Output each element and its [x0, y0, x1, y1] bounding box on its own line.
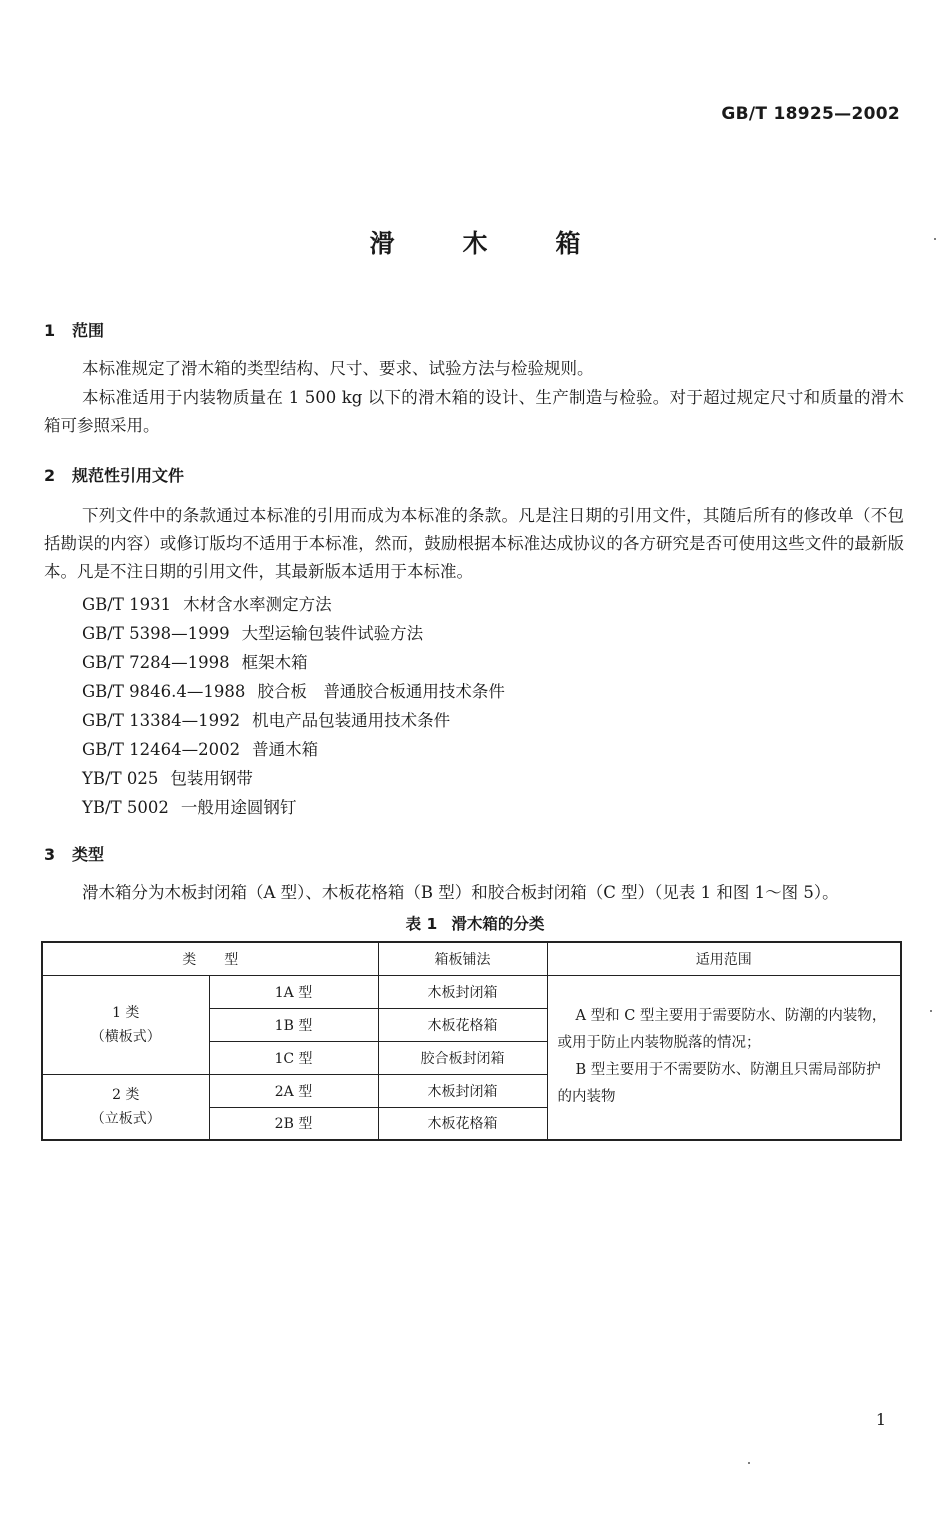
reference-item: [82, 677, 505, 706]
section-number: 1: [44, 321, 56, 340]
section-title: 范围: [72, 321, 105, 340]
reference-item: [82, 590, 505, 619]
subtype-cell: 1B 型: [209, 1008, 378, 1041]
group-sub: （立板式）: [90, 1110, 161, 1127]
range-text-2: B 型主要用于不需要防水、防潮且只需局部防护的内装物: [557, 1062, 881, 1106]
reference-title: 胶合板 普通胶合板通用技术条件: [257, 682, 505, 701]
method-cell: 木板封闭箱: [378, 1074, 547, 1107]
reference-title: 包装用钢带: [170, 769, 253, 788]
table-number: 表 1: [405, 915, 438, 933]
subtype-cell: 2A 型: [209, 1074, 378, 1107]
method-cell: 木板封闭箱: [378, 975, 547, 1008]
reference-item: [82, 648, 505, 677]
reference-item: [82, 793, 505, 822]
reference-title: 一般用途圆钢钉: [180, 798, 297, 817]
reference-title: 框架木箱: [241, 653, 308, 672]
range-cell: [547, 975, 901, 1140]
table-header-row: [42, 942, 901, 975]
subtype-cell: 1A 型: [209, 975, 378, 1008]
method-cell: 木板花格箱: [378, 1107, 547, 1140]
section-1-heading: [44, 318, 104, 341]
group-cell: [42, 975, 209, 1074]
table-1-caption: [0, 912, 950, 934]
reference-item: [82, 706, 505, 735]
reference-code: GB/T 7284—1998: [82, 653, 230, 672]
reference-code: GB/T 5398—1999: [82, 624, 230, 643]
method-cell: 木板花格箱: [378, 1008, 547, 1041]
section-title: 规范性引用文件: [72, 466, 185, 485]
scan-speck: [930, 1010, 932, 1012]
group-name: 2 类: [112, 1086, 140, 1103]
reference-item: [82, 619, 505, 648]
method-cell: 胶合板封闭箱: [378, 1041, 547, 1074]
range-text-1: A 型和 C 型主要用于需要防水、防潮的内装物，或用于防止内装物脱落的情况；: [557, 1008, 887, 1052]
header-range: 适用范围: [547, 942, 901, 975]
page-number: 1: [875, 1410, 886, 1429]
section-number: 2: [44, 466, 56, 485]
reference-code: GB/T 12464—2002: [82, 740, 241, 759]
reference-code: GB/T 1931: [82, 595, 172, 614]
reference-item: [82, 764, 505, 793]
header-method: 箱板铺法: [378, 942, 547, 975]
section-1-paragraph-2: 本标准适用于内装物质量在 1 500 kg 以下的滑木箱的设计、生产制造与检验。对于超过规定尺寸和质量的滑木箱可参照采用。: [44, 388, 904, 435]
section-3-paragraph: 滑木箱分为木板封闭箱（A 型）、木板花格箱（B 型）和胶合板封闭箱（C 型）（见表 1 和图 1～图 5）。: [82, 883, 839, 902]
reference-item: [82, 735, 505, 764]
normative-references-list: [82, 590, 505, 822]
scan-speck: [934, 238, 936, 240]
group-sub: （横板式）: [90, 1028, 161, 1045]
group-name: 1 类: [112, 1004, 140, 1021]
subtype-cell: 2B 型: [209, 1107, 378, 1140]
reference-code: YB/T 025: [82, 769, 159, 788]
reference-title: 普通木箱: [252, 740, 319, 759]
section-3-heading: [44, 842, 104, 865]
section-number: 3: [44, 845, 56, 864]
reference-code: YB/T 5002: [82, 798, 169, 817]
table-row: [42, 975, 901, 1008]
standard-number: GB/T 18925—2002: [721, 104, 900, 124]
reference-code: GB/T 9846.4—1988: [82, 682, 246, 701]
reference-title: 大型运输包装件试验方法: [241, 624, 424, 643]
classification-table: [41, 941, 902, 1141]
subtype-cell: 1C 型: [209, 1041, 378, 1074]
section-title: 类型: [72, 845, 105, 864]
table-title: 滑木箱的分类: [451, 915, 545, 933]
header-type: 类 型: [42, 942, 378, 975]
scan-speck: [748, 1462, 750, 1464]
section-2-heading: [44, 463, 184, 486]
group-cell: [42, 1074, 209, 1140]
document-title: 滑木箱: [369, 229, 649, 258]
section-1-paragraph-1: 本标准规定了滑木箱的类型结构、尺寸、要求、试验方法与检验规则。: [82, 359, 594, 378]
reference-title: 木材含水率测定方法: [183, 595, 332, 614]
reference-code: GB/T 13384—1992: [82, 711, 241, 730]
reference-title: 机电产品包装通用技术条件: [252, 711, 451, 730]
section-2-intro: 下列文件中的条款通过本标准的引用而成为本标准的条款。凡是注日期的引用文件，其随后所有的修改单（不包括勘误的内容）或修订版均不适用于本标准，然而，鼓励根据本标准达成协议的各方研究是否可使用这些文件的最新版本。凡是不注日期的引用文件，其最新版本适用于本标准。: [44, 506, 904, 581]
